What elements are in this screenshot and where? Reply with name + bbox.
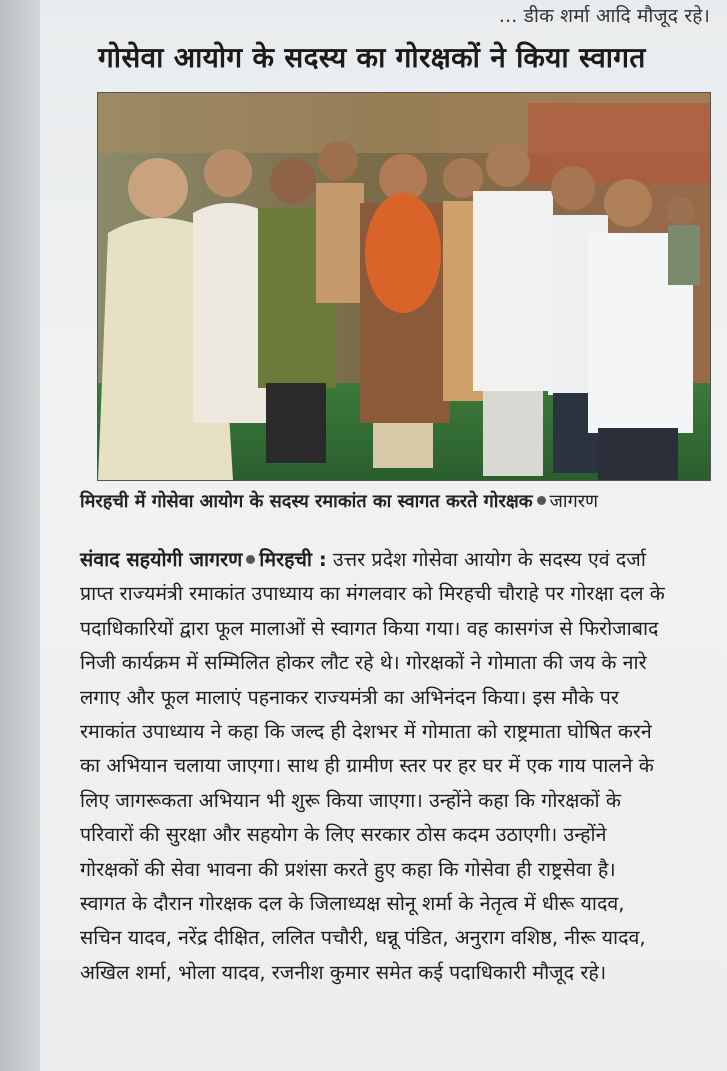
article-line: निजी कार्यक्रम में सम्मिलित होकर लौट रहे थे। गोरक्षकों ने गोमाता की जय के नारे [80, 651, 647, 675]
person-white-shirt [473, 143, 553, 476]
headline: गोसेवा आयोग के सदस्य का गोरक्षकों ने किया स्वागत [98, 41, 646, 74]
caption-text: मिरहची में गोसेवा आयोग के सदस्य रमाकांत का स्वागत करते गोरक्षक [80, 491, 533, 512]
place: मिरहची : [259, 548, 327, 571]
dateline: संवाद सहयोगी जागरण [80, 548, 243, 571]
article-line: अखिल शर्मा, भोला यादव, रजनीश कुमार समेत कई पदाधिकारी मौजूद रहे। [80, 960, 607, 984]
article-line: रमाकांत उपाध्याय ने कहा कि जल्द ही देशभर में गोमाता को राष्ट्रमाता घोषित करने [80, 719, 652, 743]
article-line: पदाधिकारियों द्वारा फूल मालाओं से स्वागत किया गया। वह कासगंज से फिरोजाबाद [80, 616, 659, 640]
article-line: लगाए और फूल मालाएं पहनाकर राज्यमंत्री का अभिनंदन किया। इस मौके पर [80, 685, 619, 709]
group-photo [97, 92, 711, 481]
photo-caption [80, 489, 720, 513]
article-line: सचिन यादव, नरेंद्र दीक्षित, ललित पचौरी, धन्नू पंडित, अनुराग वशिष्ठ, नीरू यादव, [80, 926, 646, 950]
article-line: स्वागत के दौरान गोरक्षक दल के जिलाध्यक्ष सोनू शर्मा के नेतृत्व में धीरू यादव, [80, 891, 625, 915]
article-line [80, 543, 710, 577]
article-line: का अभियान चलाया जाएगा। साथ ही ग्रामीण स्तर पर हर घर में एक गाय पालने के [80, 754, 654, 778]
bullet-icon [537, 496, 546, 505]
article-line: लिए जागरूकता अभियान भी शुरू किया जाएगा। उन्होंने कहा कि गोरक्षकों के [80, 788, 621, 812]
article-body [80, 543, 710, 990]
page-edge [0, 0, 40, 1071]
caption-credit: जागरण [549, 491, 599, 512]
bullet-icon [246, 555, 255, 564]
photo-illustration [98, 93, 710, 480]
person-4 [316, 141, 364, 303]
previous-article-fragment: ... डीक शर्मा आदि मौजूद रहे। [498, 5, 710, 27]
article-line: प्राप्त राज्यमंत्री रमाकांत उपाध्याय का मंगलवार को मिरहची चौराहे पर गोरक्षा दल के [80, 582, 665, 606]
article-line: परिवारों की सुरक्षा और सहयोग के लिए सरकार ठोस कदम उठाएगी। उन्होंने [80, 823, 607, 847]
article-text: उत्तर प्रदेश गोसेवा आयोग के सदस्य एवं दर्जा [332, 548, 646, 571]
article-line: गोरक्षकों की सेवा भावना की प्रशंसा करते हुए कहा कि गोसेवा ही राष्ट्रसेवा है। [80, 857, 616, 881]
